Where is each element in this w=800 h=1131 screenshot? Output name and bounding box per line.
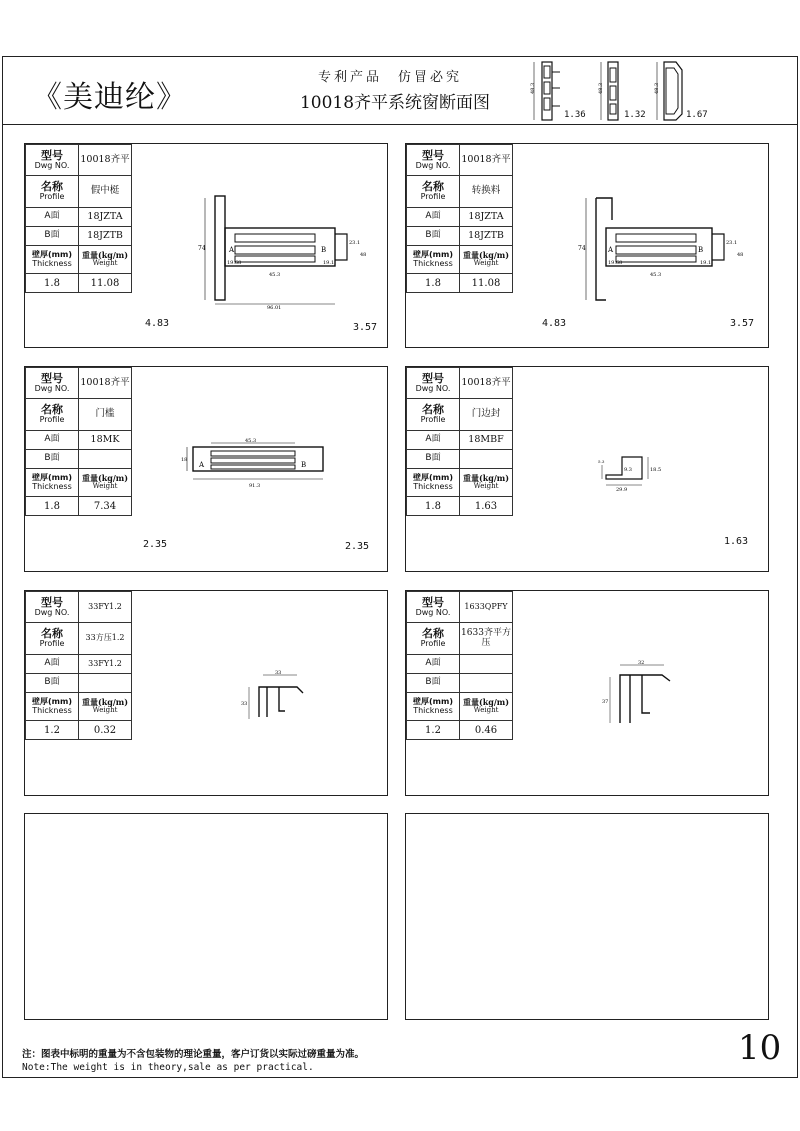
dim-d2: 5.3 [598, 459, 605, 464]
dim-height: 33 [241, 701, 248, 707]
a-face-label: A面 [407, 655, 460, 674]
weight-value: 1.63 [460, 497, 513, 516]
profile-label: 名称 Profile [407, 399, 460, 431]
face-a-mark: A [199, 461, 205, 469]
dim-height: 37 [602, 699, 609, 705]
profile-value: 假中梃 [79, 176, 132, 208]
a-face-label: A面 [407, 431, 460, 450]
dim-width: 91.3 [249, 483, 261, 489]
face-b-mark: B [301, 461, 307, 469]
dwg-label: 型号 Dwg NO. [407, 368, 460, 399]
dwg-label: 型号 Dwg NO. [26, 368, 79, 399]
a-face-label: A面 [26, 655, 79, 674]
spec-table [25, 591, 132, 740]
thickness-label: 壁厚(mm) Thickness [407, 246, 460, 274]
profile-drawing [195, 190, 375, 310]
profile-drawing [239, 667, 329, 727]
note-left: 4.83 [542, 318, 567, 329]
profile-panel [405, 143, 769, 348]
b-face-value [460, 450, 513, 469]
dim-width: 96.01 [267, 305, 282, 310]
page-number: 10 [738, 1028, 782, 1068]
b-face-value [79, 674, 132, 693]
dwg-value: 33FY1.2 [79, 592, 132, 623]
dwg-value: 10018齐平 [460, 145, 513, 176]
note-right: 3.57 [353, 322, 378, 333]
profile-drawing [598, 449, 668, 493]
profile-panel [405, 590, 769, 796]
face-b-mark: B [321, 246, 327, 254]
a-face-label: A面 [407, 208, 460, 227]
empty-panel [405, 813, 769, 1020]
profile-panel [24, 143, 388, 348]
header-profile-1-height: 48.3 [530, 82, 536, 94]
profile-value: 门边封 [460, 399, 513, 431]
dim-d2: 19.1 [323, 260, 335, 266]
spec-table [406, 144, 513, 293]
face-b-mark: B [698, 246, 704, 254]
note-left: 2.35 [143, 539, 168, 550]
dim-d4: 48 [360, 252, 367, 258]
profile-drawing [600, 659, 690, 731]
profile-value: 转换料 [460, 176, 513, 208]
profile-label: 名称 Profile [26, 623, 79, 655]
dim-width: 33 [275, 670, 282, 676]
header-profile-2-value: 1.32 [624, 110, 646, 120]
dwg-value: 10018齐平 [79, 368, 132, 399]
profile-value: 1633齐平方压 [460, 623, 513, 655]
note-left: 4.83 [145, 318, 170, 329]
a-face-value: 18JZTA [460, 208, 513, 227]
weight-label: 重量(kg/m) Weight [79, 693, 132, 721]
header-profile-1-value: 1.36 [564, 110, 586, 120]
a-face-value: 18MBF [460, 431, 513, 450]
thickness-value: 1.8 [407, 497, 460, 516]
spec-table [25, 367, 132, 516]
dim-d3: 23.1 [349, 240, 361, 246]
dim-mid: 45.3 [650, 272, 662, 278]
weight-label: 重量(kg/m) Weight [460, 693, 513, 721]
b-face-label: B面 [26, 674, 79, 693]
header-divider [2, 124, 798, 125]
a-face-value: 18MK [79, 431, 132, 450]
weight-value: 11.08 [460, 274, 513, 293]
header-profile-3-value: 1.67 [686, 110, 708, 120]
dim-width: 32 [638, 660, 645, 666]
profile-panel [405, 366, 769, 572]
page-title: 10018齐平系统窗断面图 [299, 93, 491, 113]
face-a-mark: A [608, 246, 614, 254]
dim-d1: 19.68 [608, 260, 623, 266]
dim-height: 74 [198, 245, 206, 252]
a-face-value: 33FY1.2 [79, 655, 132, 674]
b-face-label: B面 [407, 674, 460, 693]
empty-panel [24, 813, 388, 1020]
b-face-value: 18JZTB [460, 227, 513, 246]
header-profile-2 [596, 58, 626, 124]
weight-value: 0.32 [79, 721, 132, 740]
dwg-value: 10018齐平 [79, 145, 132, 176]
thickness-value: 1.8 [407, 274, 460, 293]
b-face-label: B面 [407, 450, 460, 469]
weight-label: 重量(kg/m) Weight [460, 246, 513, 274]
dim-height: 18.5 [650, 467, 662, 473]
brand-name: 《美迪纶》 [32, 80, 187, 115]
profile-value: 门槛 [79, 399, 132, 431]
thickness-label: 壁厚(mm) Thickness [26, 469, 79, 497]
dim-mid: 45.3 [269, 272, 281, 278]
weight-label: 重量(kg/m) Weight [79, 469, 132, 497]
b-face-value: 18JZTB [79, 227, 132, 246]
a-face-label: A面 [26, 208, 79, 227]
dwg-value: 10018齐平 [460, 368, 513, 399]
thickness-label: 壁厚(mm) Thickness [407, 469, 460, 497]
dim-d2: 19.1 [700, 260, 712, 266]
spec-table [406, 591, 513, 740]
dim-width: 29.9 [616, 487, 628, 493]
a-face-label: A面 [26, 431, 79, 450]
dim-d4: 48 [737, 252, 744, 258]
note-right: 2.35 [345, 541, 370, 552]
face-a-mark: A [229, 246, 235, 254]
weight-label: 重量(kg/m) Weight [79, 246, 132, 274]
a-face-value [460, 655, 513, 674]
b-face-label: B面 [26, 450, 79, 469]
weight-value: 7.34 [79, 497, 132, 516]
spec-table [25, 144, 132, 293]
dwg-label: 型号 Dwg NO. [407, 592, 460, 623]
thickness-label: 壁厚(mm) Thickness [26, 693, 79, 721]
b-face-value [460, 674, 513, 693]
profile-label: 名称 Profile [26, 176, 79, 208]
thickness-value: 1.8 [26, 274, 79, 293]
dim-d1: 19.68 [227, 260, 242, 266]
b-face-value [79, 450, 132, 469]
profile-label: 名称 Profile [407, 176, 460, 208]
dim-d3: 23.1 [726, 240, 738, 246]
weight-value: 0.46 [460, 721, 513, 740]
footnote-zh: 注：图表中标明的重量为不含包装物的理论重量，客户订货以实际过磅重量为准。 [22, 1049, 365, 1060]
b-face-label: B面 [26, 227, 79, 246]
dim-mid: 45.3 [245, 438, 257, 444]
dim-height: 18 [181, 457, 188, 463]
spec-table [406, 367, 513, 516]
dwg-value: 1633QPFY [460, 592, 513, 623]
weight-label: 重量(kg/m) Weight [460, 469, 513, 497]
a-face-value: 18JZTA [79, 208, 132, 227]
dwg-label: 型号 Dwg NO. [407, 145, 460, 176]
dim-d1: 9.3 [624, 467, 632, 473]
footnote-en: Note:The weight is in theory,sale as per practical. [22, 1062, 314, 1073]
dim-height: 74 [578, 245, 586, 252]
note-right: 1.63 [724, 536, 749, 547]
profile-drawing [572, 190, 752, 310]
profile-value: 33方压1.2 [79, 623, 132, 655]
thickness-label: 壁厚(mm) Thickness [26, 246, 79, 274]
profile-panel [24, 590, 388, 796]
profile-drawing [181, 435, 361, 495]
profile-panel [24, 366, 388, 572]
thickness-label: 壁厚(mm) Thickness [407, 693, 460, 721]
thickness-value: 1.8 [26, 497, 79, 516]
dwg-label: 型号 Dwg NO. [26, 145, 79, 176]
profile-label: 名称 Profile [26, 399, 79, 431]
header-profile-3 [652, 58, 688, 124]
note-right: 3.57 [730, 318, 755, 329]
slogan: 专利产品 仿冒必究 [317, 70, 462, 85]
header-profile-2-height: 48.3 [598, 82, 604, 94]
thickness-value: 1.2 [407, 721, 460, 740]
profile-label: 名称 Profile [407, 623, 460, 655]
header-profile-3-height: 48.3 [654, 82, 660, 94]
thickness-value: 1.2 [26, 721, 79, 740]
dwg-label: 型号 Dwg NO. [26, 592, 79, 623]
weight-value: 11.08 [79, 274, 132, 293]
b-face-label: B面 [407, 227, 460, 246]
